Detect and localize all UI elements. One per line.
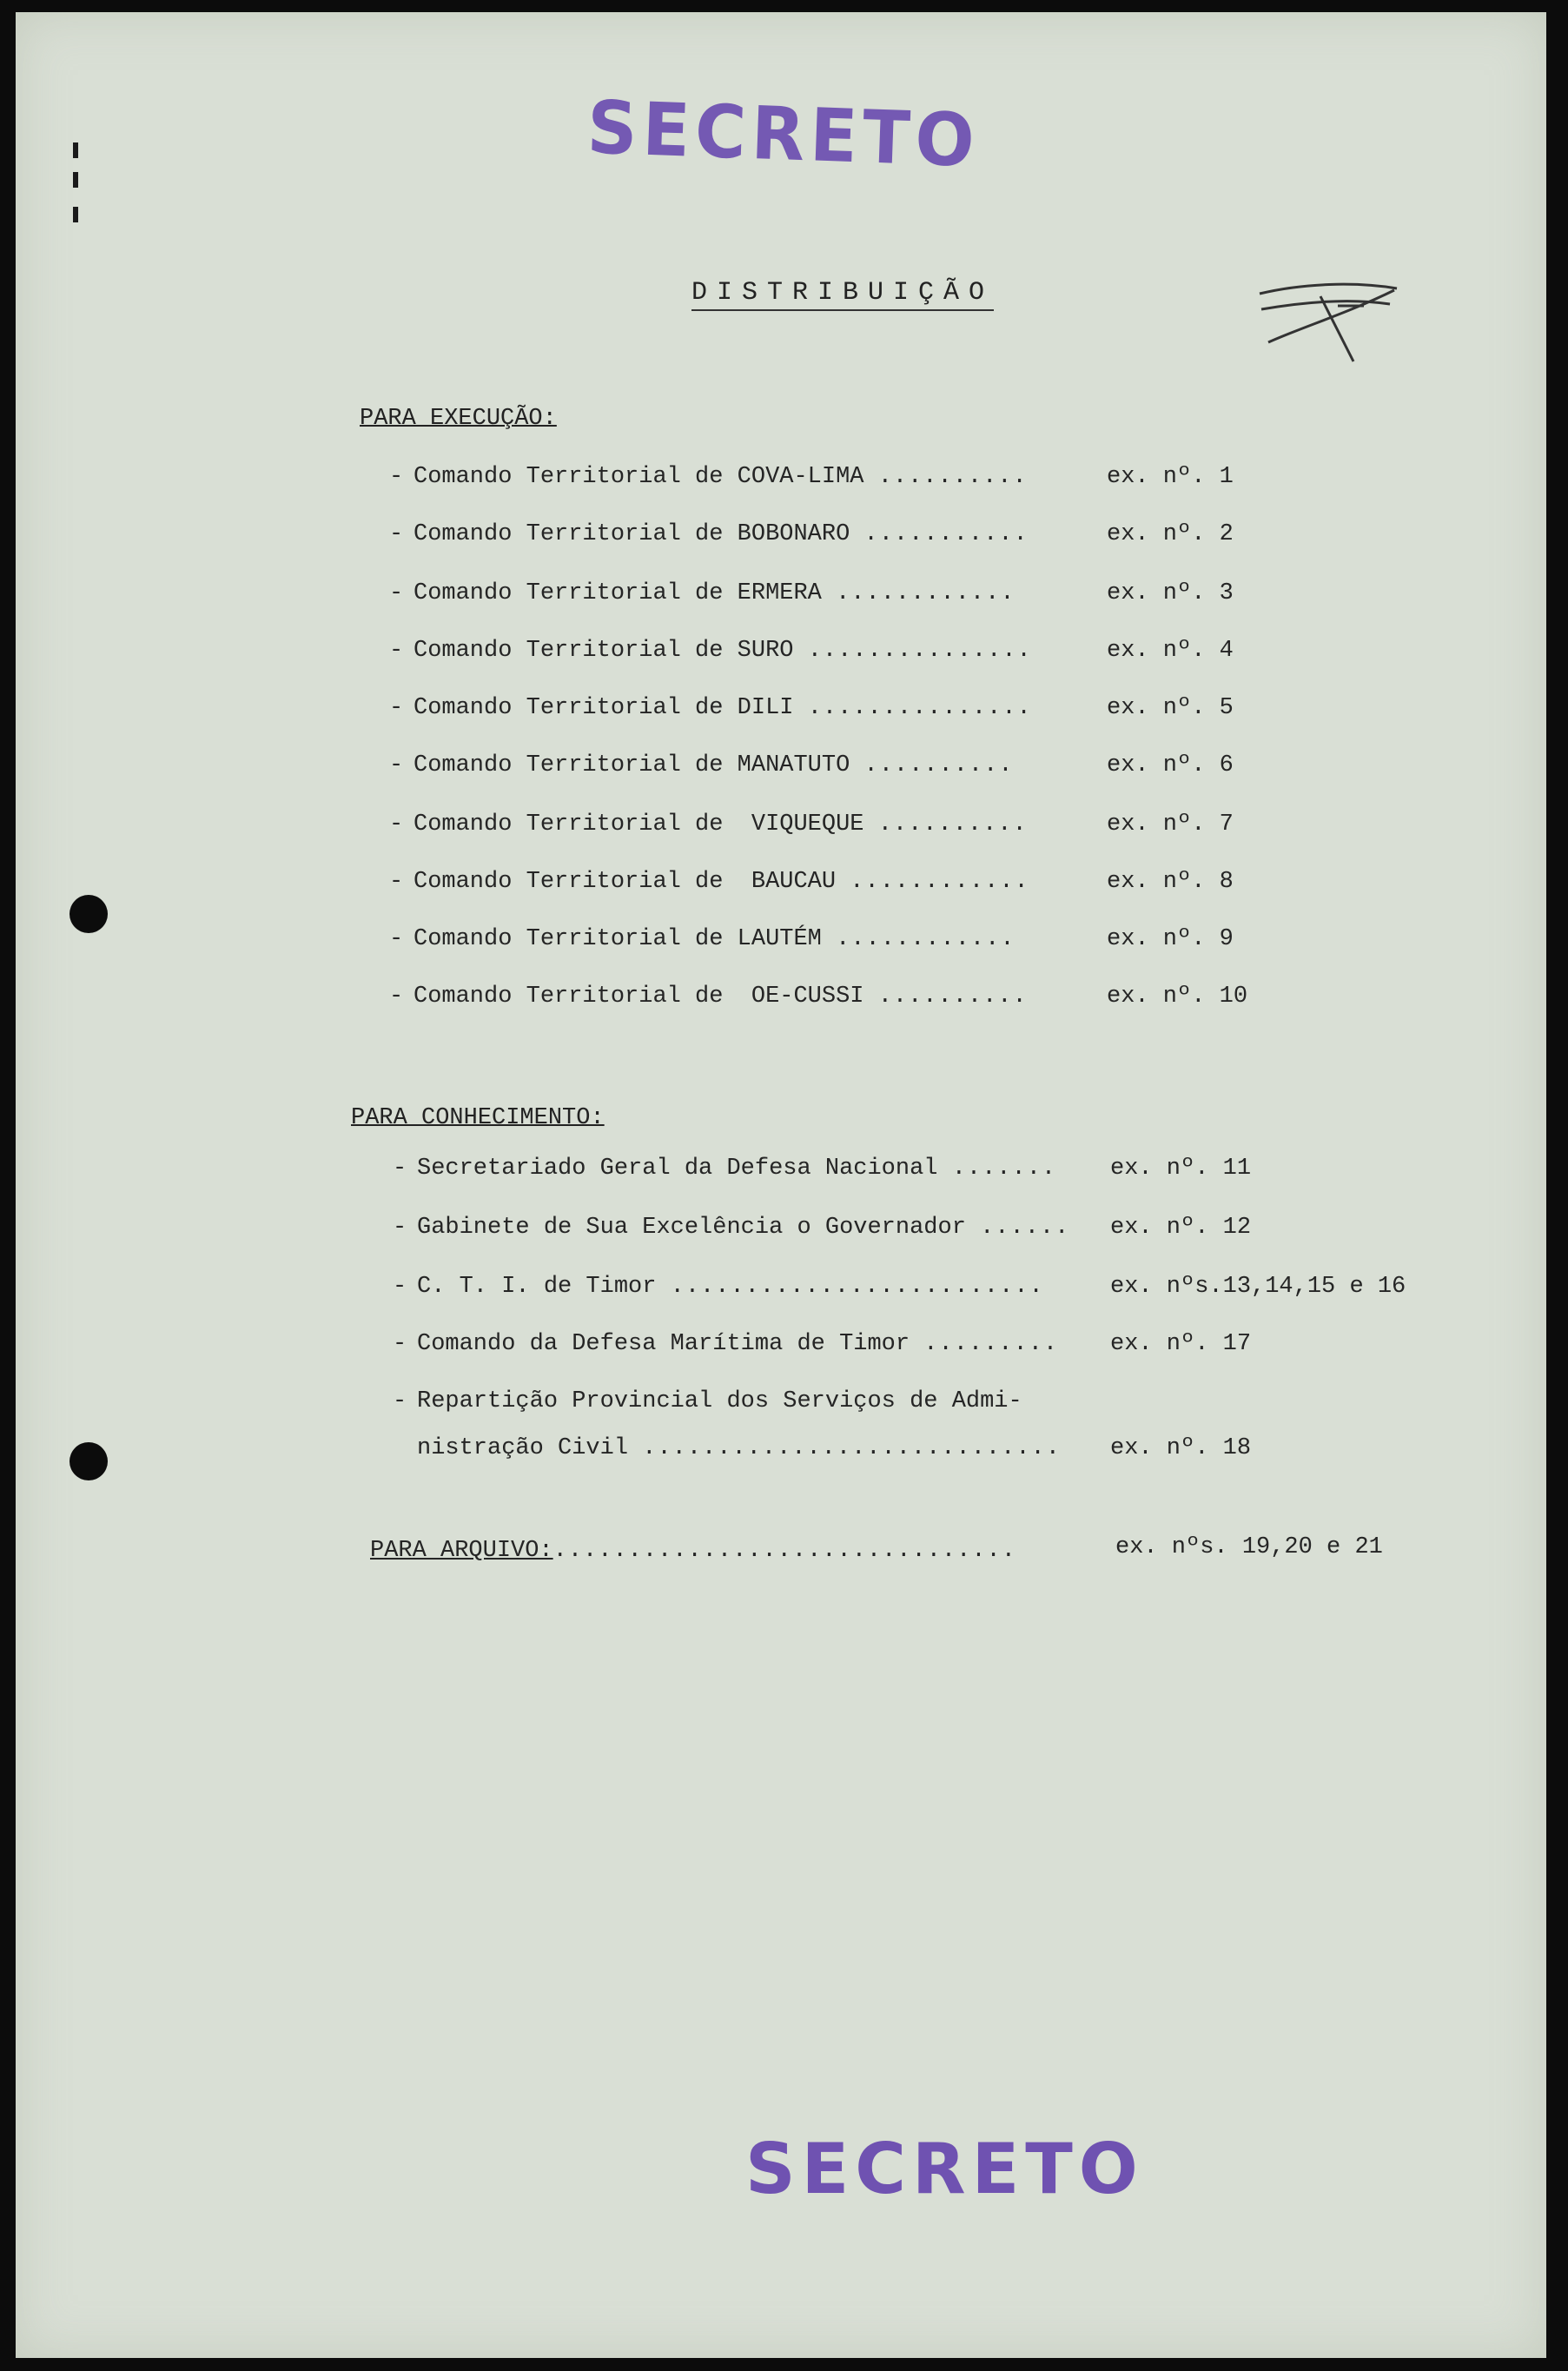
- distribution-line: [389, 869, 1029, 895]
- copy-number: ex. nº. 18: [1110, 1435, 1252, 1461]
- dash-bullet: -: [389, 984, 404, 1010]
- copy-number: ex. nºs.13,14,15 e 16: [1110, 1274, 1406, 1300]
- punch-hole: [69, 895, 108, 933]
- distribution-line: [389, 464, 1028, 490]
- distribution-line: [393, 1215, 1069, 1241]
- distribution-line: [389, 580, 1016, 606]
- dot-leader: ............: [836, 580, 1016, 606]
- recipient-name: Secretariado Geral da Defesa Nacional: [417, 1156, 938, 1182]
- copy-number: ex. nº. 1: [1107, 464, 1234, 490]
- punch-hole: [69, 1442, 108, 1480]
- dash-bullet: -: [389, 811, 404, 838]
- dot-leader: ...........: [863, 521, 1029, 547]
- dash-bullet: -: [389, 926, 404, 952]
- distribution-line: [389, 984, 1028, 1010]
- dot-leader: ..........: [877, 811, 1028, 838]
- dash-bullet: -: [393, 1215, 407, 1241]
- distribution-line: [393, 1274, 1044, 1300]
- copy-number: ex. nº. 7: [1107, 811, 1234, 838]
- dash-bullet: -: [389, 752, 404, 778]
- copy-number: ex. nº. 2: [1107, 521, 1234, 547]
- distribution-line: [393, 1156, 1056, 1182]
- distribution-line: [393, 1435, 1061, 1461]
- recipient-name: Comando Territorial de SURO: [414, 638, 794, 664]
- dot-leader: .........: [923, 1331, 1059, 1357]
- section-heading-conhecimento: PARA CONHECIMENTO:: [351, 1105, 605, 1131]
- copy-number: ex. nº. 12: [1110, 1215, 1252, 1241]
- copy-number: ex. nº. 11: [1110, 1156, 1252, 1182]
- dot-leader: ......: [980, 1215, 1070, 1241]
- dot-leader: ...............................: [552, 1538, 1016, 1564]
- distribution-line: [393, 1331, 1058, 1357]
- dash-bullet: -: [393, 1388, 407, 1414]
- dash-bullet: -: [389, 638, 404, 664]
- recipient-name: Comando Territorial de COVA-LIMA: [414, 464, 864, 490]
- dot-leader: ...............: [807, 695, 1032, 721]
- distribution-line: [389, 926, 1016, 952]
- distribution-line: [389, 811, 1028, 838]
- dot-leader: ..........: [877, 464, 1028, 490]
- document-title: DISTRIBUIÇÃO: [691, 278, 994, 311]
- dash-bullet: -: [393, 1331, 407, 1357]
- handwritten-initials: [1251, 275, 1407, 370]
- recipient-name: C. T. I. de Timor: [417, 1274, 657, 1300]
- copy-number: ex. nº. 4: [1107, 638, 1234, 664]
- distribution-line: [389, 752, 1014, 778]
- recipient-name: Comando Territorial de BAUCAU: [414, 869, 837, 895]
- dot-leader: ............: [850, 869, 1029, 895]
- secret-stamp-top: SECRETO: [586, 84, 982, 184]
- recipient-name: nistração Civil: [417, 1435, 629, 1461]
- distribution-line: [393, 1388, 1036, 1414]
- recipient-name: Comando da Defesa Marítima de Timor: [417, 1331, 910, 1357]
- recipient-name: Comando Territorial de OE-CUSSI: [414, 984, 864, 1010]
- copy-number: ex. nº. 8: [1107, 869, 1234, 895]
- dash-bullet: -: [393, 1156, 407, 1182]
- recipient-name: Comando Territorial de BOBONARO: [414, 521, 850, 547]
- recipient-name: Comando Territorial de VIQUEQUE: [414, 811, 864, 838]
- dot-leader: ...............: [807, 638, 1032, 664]
- dot-leader: ..........: [877, 984, 1028, 1010]
- recipient-name: Comando Territorial de MANATUTO: [414, 752, 850, 778]
- copy-number: ex. nº. 9: [1107, 926, 1234, 952]
- recipient-name: Repartição Provincial dos Serviços de Admi-: [417, 1388, 1022, 1414]
- dot-leader: ............................: [642, 1435, 1061, 1461]
- section-heading-execucao: PARA EXECUÇÃO:: [360, 406, 557, 432]
- copy-number: ex. nºs. 19,20 e 21: [1115, 1534, 1383, 1560]
- dot-leader: ..........: [863, 752, 1014, 778]
- distribution-line: [389, 638, 1032, 664]
- copy-number: ex. nº. 17: [1110, 1331, 1252, 1357]
- distribution-line: [389, 521, 1029, 547]
- dash-bullet: -: [389, 464, 404, 490]
- distribution-line: [389, 695, 1032, 721]
- section-heading-arquivo: PARA ARQUIVO:: [370, 1538, 553, 1564]
- arquivo-line: [370, 1538, 1016, 1564]
- copy-number: ex. nº. 3: [1107, 580, 1234, 606]
- dash-bullet: -: [389, 695, 404, 721]
- recipient-name: Comando Territorial de DILI: [414, 695, 794, 721]
- dot-leader: ............: [836, 926, 1016, 952]
- copy-number: ex. nº. 5: [1107, 695, 1234, 721]
- recipient-name: Comando Territorial de LAUTÉM: [414, 926, 822, 952]
- copy-number: ex. nº. 10: [1107, 984, 1248, 1010]
- dot-leader: .........................: [670, 1274, 1044, 1300]
- dash-bullet: -: [393, 1274, 407, 1300]
- copy-number: ex. nº. 6: [1107, 752, 1234, 778]
- dash-bullet: -: [389, 580, 404, 606]
- margin-mark: [73, 172, 78, 188]
- recipient-name: Comando Territorial de ERMERA: [414, 580, 822, 606]
- margin-mark: [73, 207, 78, 222]
- dash-bullet: -: [389, 869, 404, 895]
- recipient-name: Gabinete de Sua Excelência o Governador: [417, 1215, 966, 1241]
- dot-leader: .......: [951, 1156, 1057, 1182]
- secret-stamp-bottom: SECRETO: [745, 2129, 1144, 2209]
- dash-bullet: -: [389, 521, 404, 547]
- margin-mark: [73, 142, 78, 158]
